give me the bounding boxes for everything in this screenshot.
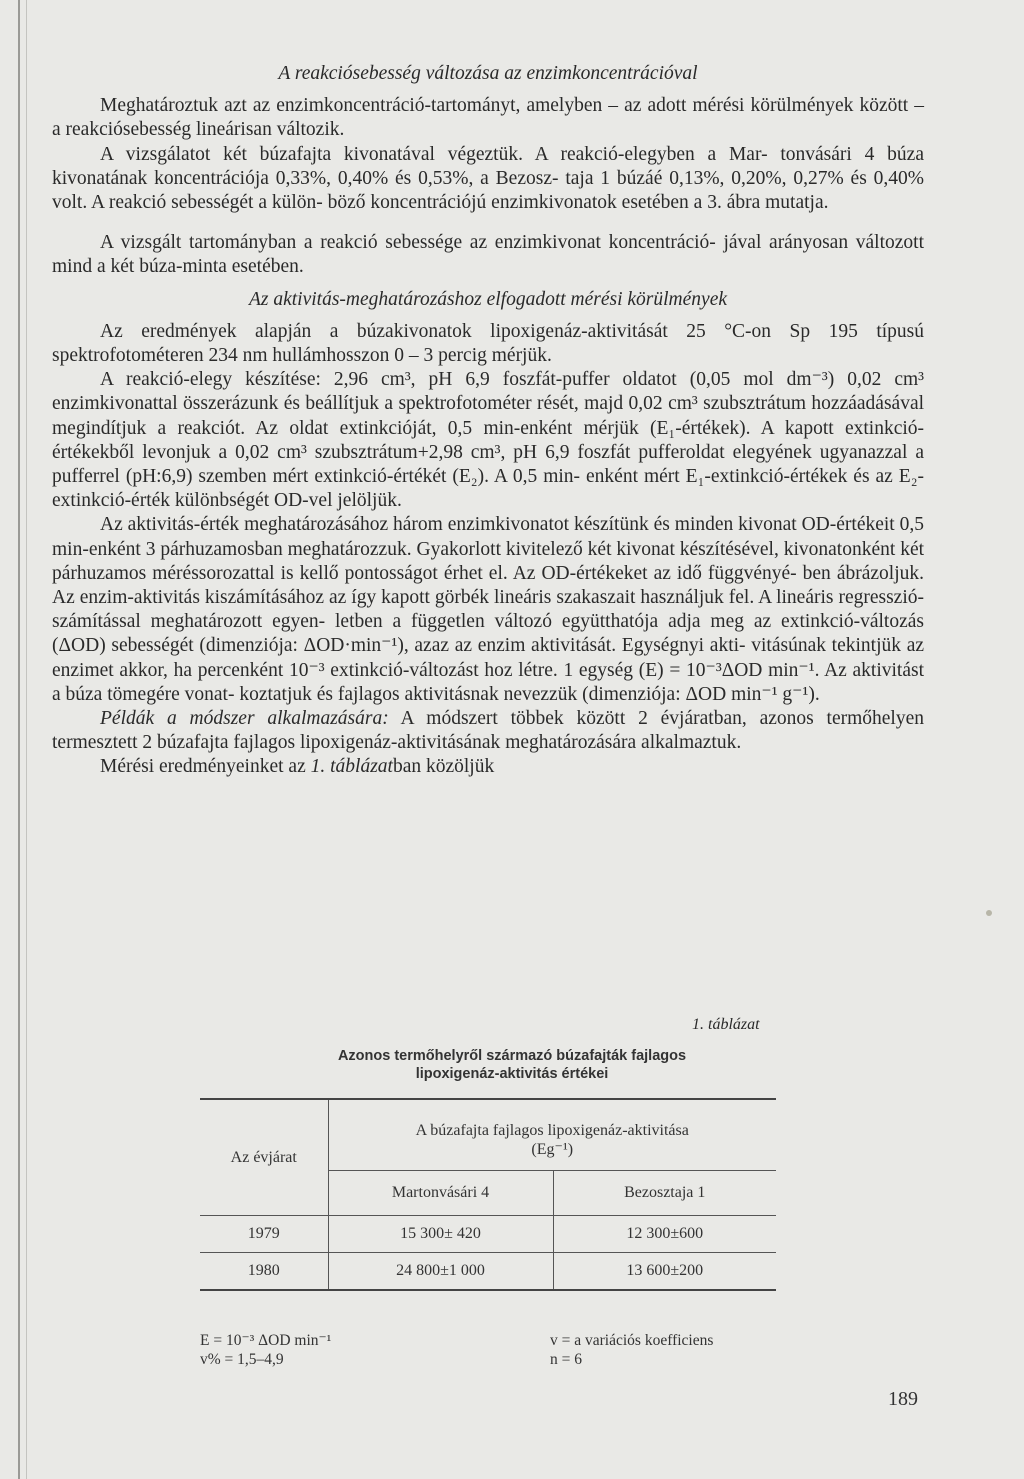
cell-value: 24 800±1 000 [328,1253,553,1291]
line: szakaszait használjuk fel. A lineáris regresszió-számítással meghatározott egyen- [52,587,924,633]
footnote-right [550,1331,810,1369]
data-table [200,1098,776,1291]
body-text [52,62,924,780]
cell-value: 12 300±600 [553,1216,776,1253]
line: sebességét (dimenziója: ΔOD·min⁻¹), azaz az enzim aktivitását. Egységnyi akti- [111,635,746,657]
table-title-line: Azonos termőhelyről származó búzafajták fajlagos [337,1048,687,1064]
header-group-unit: (Eg⁻¹) [531,1141,574,1158]
table-header-row [200,1099,776,1171]
cell-value: 13 600±200 [553,1253,776,1291]
line: mérési körülmények között – a reakciósebesség lineárisan változik. [52,95,924,141]
paragraph-4 [52,707,924,755]
paragraph-1 [52,94,924,142]
speck [986,910,992,916]
line: Az aktivitás-érték meghatározásához három enzimkivonatot készítünk és [100,514,670,536]
line: Gyakorlott kivitelező két kivonat készítésével, kivonatonként két párhuzamos [52,538,925,584]
paragraph-3b [52,368,924,513]
cell-value: 15 300± 420 [328,1216,553,1253]
examples-lead: Példák a módszer alkalmazására: [100,708,389,730]
line: ban közöljük [392,756,495,778]
line: ugyanazzal a pufferrel (pH:6,9) szemben mért extinkció-értékét (E₂). A 0,5 min- [52,441,924,488]
line: ben ábrázoljuk. Az enzim-aktivitás kiszámításához az így kapott görbék lineáris [52,562,924,609]
line: koztatjuk és fajlagos aktivitásnak nevezzük (dimenziója: ΔOD min⁻¹ g⁻¹). [239,683,820,705]
table-row [200,1216,776,1253]
line: A vizsgált tartományban a reakció sebessége az enzimkivonat koncentráció- [100,232,716,254]
table-row [200,1253,776,1291]
line: A módszert többek között 2 évjáratban, [388,708,747,730]
cell-year: 1980 [247,1262,280,1279]
line: enként mért E₁-extinkció-értékek és az E₂-extinkció-érték különbségét OD-vel [52,466,924,512]
line: extinkcióját, 0,5 min-enként mérjük (E₁-értékek). A kapott extinkció-értékekből [52,417,925,463]
line: A reakció-elegy készítése: 2,96 cm³, pH 6,9 foszfát-puffer oldatot (0,05 mol [100,369,774,391]
footnote-unit: E = 10⁻³ ΔOD min⁻¹ [200,1332,332,1349]
line: jával arányosan változott mind a két búza-minta esetében. [52,232,924,278]
header-group-line: A búzafajta fajlagos lipoxigenáz-aktivitása [415,1122,689,1139]
line: letben a független változó együtthatója adja meg az extinkció-változás (ΔOD) [52,611,924,657]
line: minden kivonat OD-értékeit 0,5 min-enként 3 párhuzamosban meghatározzuk. [52,514,924,560]
table-reference: 1. táblázat [310,756,393,778]
footnote-cv-range: v% = 1,5–4,9 [200,1351,284,1368]
table-label: 1. táblázat [692,1016,760,1033]
line: Sp 195 típusú spektrofotométeren 234 nm hullámhosszon 0 – 3 percig mérjük. [52,320,924,367]
line: Az eredmények alapján a búzakivonatok lipoxigenáz-aktivitását 25 °C-on [100,320,772,342]
line: dm⁻³) 0,02 cm³ enzimkivonattal összerázunk és beállítjuk a spektrofotométer rését, [52,369,924,415]
line: Meghatároztuk azt az enzimkoncentráció-tartományt, amelyben – az adott [100,95,687,117]
line: Mérési eredményeinket az [100,756,311,778]
header-bezosztaja: Bezosztaja 1 [553,1171,776,1216]
paragraph-1b [52,143,924,216]
header-martonvasari: Martonvásári 4 [328,1171,553,1216]
page-edge-shadow [26,0,27,1479]
paragraph-5 [52,755,924,779]
line: tonvásári 4 búza kivonatának koncentrációja 0,33%, 0,40% és 0,53%, a Bezosz- [52,143,924,189]
line: méréssorozattal is kellő pontosságot érhet el. Az OD-értékeket az idő függvényé- [152,562,797,584]
page-edge [18,0,20,1479]
footnote-n: n = 6 [550,1351,582,1368]
table-title [200,1047,824,1083]
section-heading-2: Az aktivitás-meghatározáshoz elfogadott mérési körülmények [248,288,728,310]
table-title-line: lipoxigenáz-aktivitás értékei [415,1066,609,1082]
line: taja 1 búzáé 0,13%, 0,20%, 0,27% és 0,40% volt. A reakció sebességét a külön- [52,167,924,214]
line: jelöljük. [337,490,402,512]
line: levonjuk a 0,02 cm³ szubsztrátum+2,98 cm³, pH 6,9 foszfát pufferoldat elegyének [142,441,812,463]
line: hoz létre. 1 egység (E) = 10⁻³ΔOD min⁻¹. Az aktivitást a búza tömegére vonat- [52,659,924,705]
line: A vizsgálatot két búzafajta kivonatával végeztük. A reakció-elegyben a Mar- [100,143,768,165]
header-group [328,1099,776,1171]
section-heading-1: A reakciósebesség változása az enzimkoncentrációval [278,63,698,84]
line: böző koncentrációjú enzimkivonatok esetében a 3. ábra mutatja. [327,192,829,214]
paragraph-3c [52,513,924,707]
line: meghatározására alkalmaztuk. [505,732,742,754]
paragraph-2 [52,231,924,279]
paragraph-3 [52,320,924,368]
line: majd 0,02 cm³ szubsztrátum hozzáadásával megindítjuk a reakciót. Az oldat [52,393,925,439]
footnote-left [200,1331,530,1369]
header-year: Az évjárat [230,1148,297,1166]
line: azonos termőhelyen termesztett 2 búzafajta fajlagos lipoxigenáz-aktivitásának [52,708,924,754]
line: vitásúnak tekintjük az enzimet akkor, ha percenként 10⁻³ extinkció-változást [52,635,925,681]
footnote-v-definition: v = a variációs koefficiens [550,1332,714,1349]
page-number: 189 [888,1388,918,1410]
cell-year: 1979 [247,1225,280,1242]
